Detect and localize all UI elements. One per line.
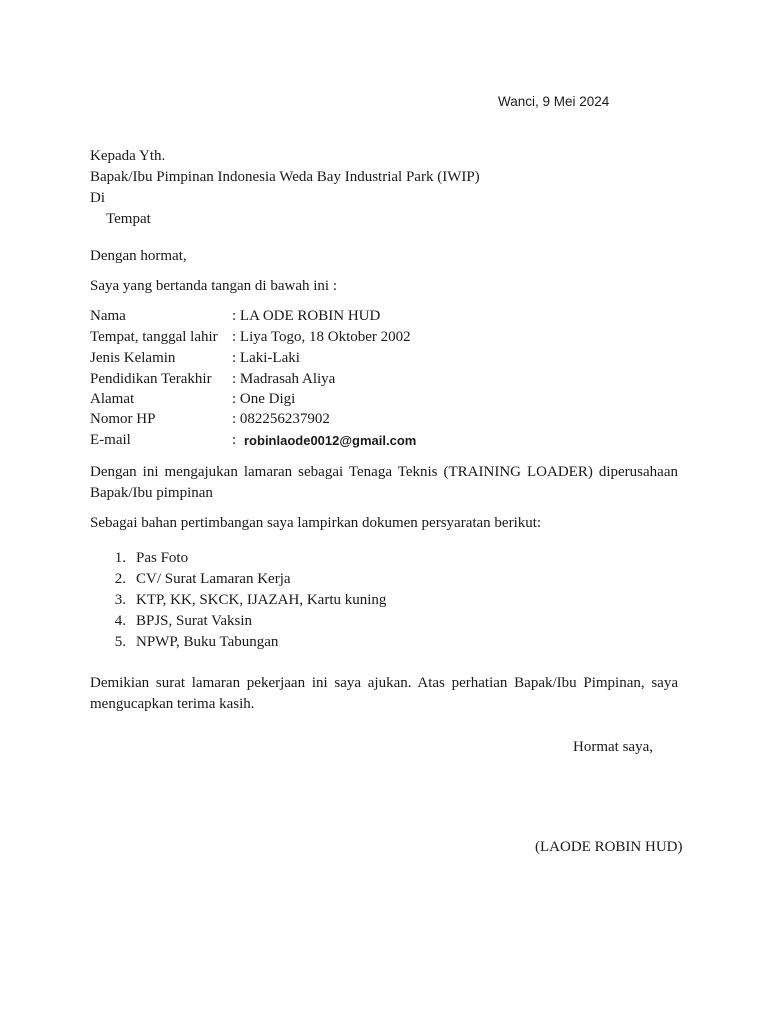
field-value: : Madrasah Aliya	[232, 371, 336, 387]
signature-name: (LAODE ROBIN HUD)	[535, 839, 683, 855]
field-value: : LA ODE ROBIN HUD	[232, 308, 381, 324]
field-value: : Liya Togo, 18 Oktober 2002	[232, 329, 411, 345]
list-text: Pas Foto	[136, 550, 189, 566]
application-paragraph: Dengan ini mengajukan lamaran sebagai Tenaga Teknis (TRAINING LOADER) diperusahaan Bapak/Ibu pimpinan	[90, 464, 678, 501]
email-value: robinlaode0012@gmail.com	[244, 433, 417, 448]
field-row-birth	[90, 327, 690, 348]
field-label: E-mail	[90, 432, 131, 448]
field-value: : Laki-Laki	[232, 350, 300, 366]
greeting: Dengan hormat,	[90, 248, 187, 264]
field-value: : 082256237902	[232, 411, 330, 427]
recipient: Bapak/Ibu Pimpinan Indonesia Weda Bay Industrial Park (IWIP)	[90, 169, 480, 185]
di-line: Di	[90, 190, 105, 206]
field-label: Nomor HP	[90, 411, 156, 427]
intro-line: Saya yang bertanda tangan di bawah ini :	[90, 278, 338, 294]
tempat-line: Tempat	[106, 211, 151, 227]
list-number: 4.	[114, 613, 126, 629]
field-row-nama	[90, 306, 690, 327]
field-row-phone	[90, 409, 690, 430]
list-number: 2.	[114, 571, 126, 587]
place-date: Wanci, 9 Mei 2024	[498, 94, 610, 109]
list-text: NPWP, Buku Tabungan	[136, 634, 279, 650]
field-row-address	[90, 389, 690, 410]
sign-off: Hormat saya,	[573, 739, 653, 755]
list-number: 3.	[114, 592, 126, 608]
field-label: Pendidikan Terakhir	[90, 371, 212, 387]
list-number: 1.	[114, 550, 126, 566]
field-row-education	[90, 369, 690, 390]
field-value-prefix: :	[232, 432, 237, 448]
field-label: Tempat, tanggal lahir	[90, 329, 218, 345]
field-label: Jenis Kelamin	[90, 350, 176, 366]
field-value: : One Digi	[232, 391, 296, 407]
field-row-gender	[90, 348, 690, 369]
list-text: CV/ Surat Lamaran Kerja	[136, 571, 291, 587]
list-number: 5.	[114, 634, 126, 650]
list-text: BPJS, Surat Vaksin	[136, 613, 253, 629]
field-label: Alamat	[90, 391, 135, 407]
closing-paragraph: Demikian surat lamaran pekerjaan ini saya ajukan. Atas perhatian Bapak/Ibu Pimpinan, saya mengucapkan terima kasih.	[90, 675, 678, 712]
field-label: Nama	[90, 308, 126, 324]
to-line: Kepada Yth.	[90, 148, 166, 164]
list-text: KTP, KK, SKCK, IJAZAH, Kartu kuning	[136, 592, 387, 608]
field-row-email	[90, 430, 690, 451]
attachments-intro: Sebagai bahan pertimbangan saya lampirkan dokumen persyaratan berikut:	[90, 515, 542, 531]
